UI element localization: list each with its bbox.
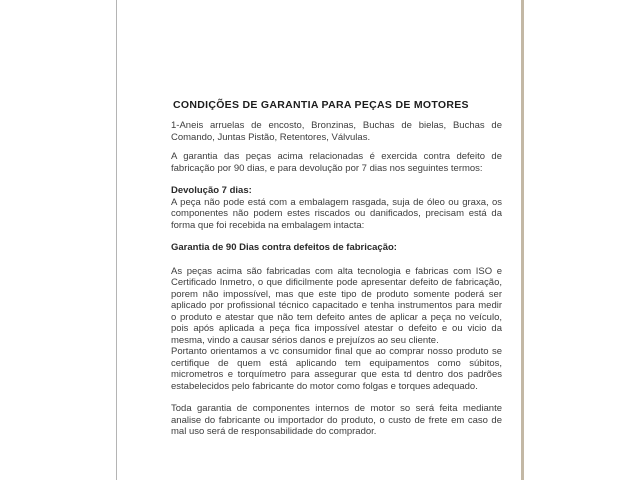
manufacturing-defect-paragraph: As peças acima são fabricadas com alta tecnologia e fabricas com ISO e Certificado Inmetro, o que dificilmente pode apresentar defeito de fabricação, porem não impossível, mas que este tipo de produto somente poderá ser aplicado por profissional técnico capacitado e tenha instrumentos para medir o produto e atestar que não tem defeito antes de aplicar a peça no veículo, pois após aplicada a peça fica impossível atestar o defeito e ou vicio da mesma, vindo a causar sérios danos e prejuízos ao seu cliente.: [171, 265, 502, 346]
ninety-day-warranty-heading: Garantia de 90 Dias contra defeitos de fabricação:: [171, 242, 397, 253]
return-policy-paragraph: A peça não pode está com a embalagem rasgada, suja de óleo ou graxa, os componentes não podem estes riscados ou danificados, precisam está da forma que foi recebida na embalagem intacta:: [171, 196, 502, 231]
internal-components-paragraph: Toda garantia de componentes internos de motor so será feita mediante analise do fabricante ou importador do produto, o custo de frete em caso de mal uso será de responsabilidade do comprador.: [171, 403, 502, 437]
warranty-terms-paragraph: A garantia das peças acima relacionadas é exercida contra defeito de fabricação por 90 dias, e para devolução por 7 dias nos seguintes termos:: [171, 151, 502, 174]
consumer-guidance-paragraph: Portanto orientamos a vc consumidor final que ao comprar nosso produto se certifique de quem está aplicando tem equipamentos como súbitos, micrometros e torquímetro para assegurar que esta td dentro dos padrões estabelecidos pelo fabricante do motor como folgas e torques adequado.: [171, 346, 502, 392]
parts-list-paragraph: 1-Aneis arruelas de encosto, Bronzinas, Buchas de bielas, Buchas de Comando, Juntas Pistão, Retentores, Válvulas.: [171, 120, 502, 143]
return-policy-heading: Devolução 7 dias:: [171, 185, 252, 196]
document-title: CONDIÇÕES DE GARANTIA PARA PEÇAS DE MOTORES: [173, 99, 469, 111]
document-content: [171, 0, 502, 438]
